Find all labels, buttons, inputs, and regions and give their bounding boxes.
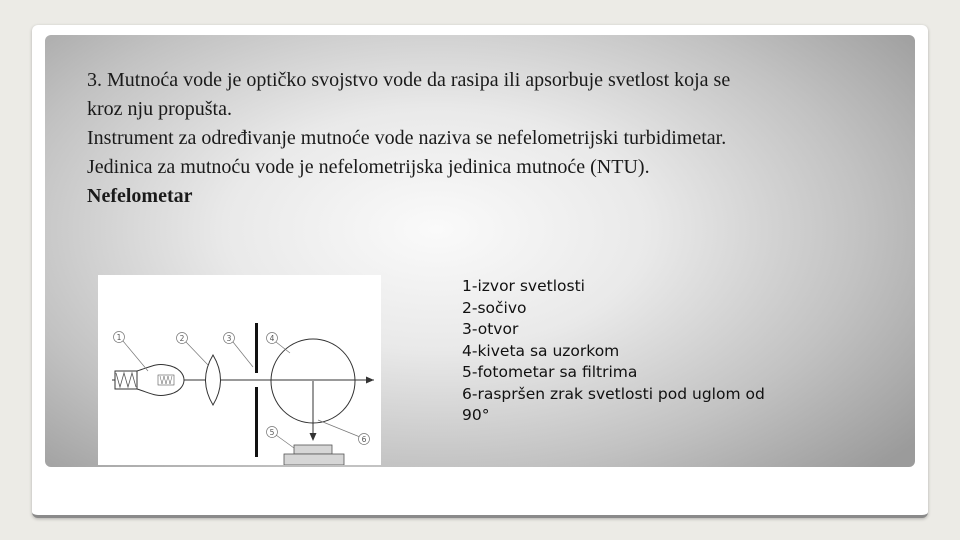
- label-3: 3: [226, 334, 232, 343]
- callout-4: [267, 333, 291, 354]
- legend-item: 5-fotometar sa filtrima: [462, 363, 638, 381]
- label-4: 4: [269, 334, 275, 343]
- label-6: 6: [361, 435, 367, 444]
- callout-5: [267, 427, 295, 449]
- axis-arrowhead: [366, 377, 374, 384]
- section-heading: Nefelometar: [87, 185, 193, 207]
- scattered-arrowhead: [310, 433, 317, 441]
- legend-item: 4-kiveta sa uzorkom: [462, 341, 620, 360]
- diagram-legend: [462, 276, 882, 427]
- paragraph-line-3: Instrument za određivanje mutnoće vode naziva se nefelometrijski turbidimetar.: [87, 127, 727, 149]
- light-source-icon: [115, 364, 184, 395]
- legend-item: 6-raspršen zrak svetlosti pod uglom od: [462, 384, 765, 403]
- callout-6: [318, 420, 370, 445]
- slide-text: [87, 66, 887, 211]
- paragraph-line-2: kroz nju propušta.: [87, 98, 232, 120]
- lens-icon: [206, 355, 221, 405]
- label-2: 2: [179, 334, 185, 343]
- legend-item: 3-otvor: [462, 320, 519, 338]
- legend-item: 90°: [462, 406, 490, 424]
- label-5: 5: [269, 428, 275, 437]
- callout-1: [114, 332, 149, 372]
- label-1: 1: [116, 333, 122, 342]
- nephelometer-diagram: [98, 275, 381, 465]
- diagram-svg: [98, 275, 381, 465]
- aperture-upper: [255, 323, 258, 373]
- photometer-icon: [284, 445, 344, 465]
- paragraph-line-1: 3. Mutnoća vode je optičko svojstvo vode da rasipa ili apsorbuje svetlost koja se: [87, 69, 731, 91]
- legend-item: 1-izvor svetlosti: [462, 277, 585, 295]
- legend-item: 2-sočivo: [462, 298, 527, 317]
- paragraph-line-4: Jedinica za mutnoću vode je nefelometrijska jedinica mutnoće (NTU).: [87, 156, 650, 178]
- callout-2: [177, 333, 209, 366]
- callout-3: [224, 333, 254, 368]
- aperture-lower: [255, 387, 258, 457]
